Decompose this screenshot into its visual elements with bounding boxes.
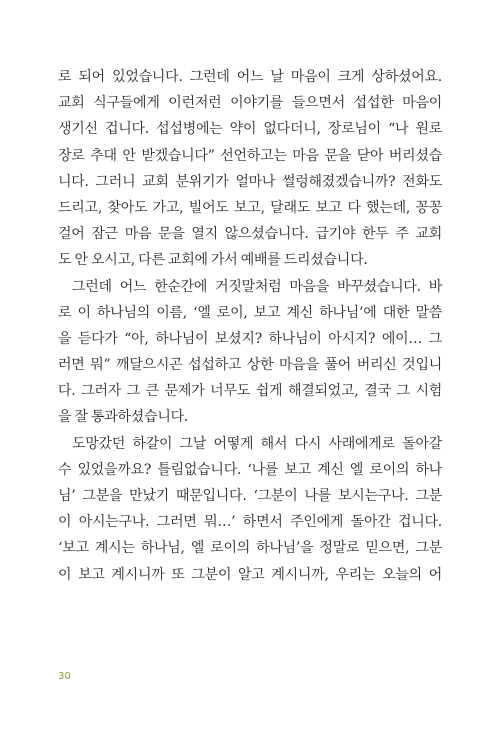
paragraph-3 [58,431,442,588]
paragraph-1 [58,64,442,274]
text-line: 그런데 어느 한순간에 거짓말처럼 마음을 바꾸셨습니다. 바 [72,278,442,295]
text-line: 을 듣다가 “아, 하나님이 보셨지? 하나님이 아시지? 에이… 그 [58,330,442,347]
paragraph-2 [58,274,442,431]
text-line: 도망갔던 하갈이 그날 어떻게 해서 다시 사래에게로 돌아갈 [72,435,442,452]
page-number: 30 [58,671,72,682]
text-line: 걸어 잠근 마음 문을 열지 않으셨습니다. 급기야 한두 주 교회 [58,226,442,243]
text-line: ‘보고 계시는 하나님, 엘 로이의 하나님’을 정말로 믿으면, 그분 [58,540,442,557]
text-line: 교회 식구들에게 이런저런 이야기를 들으면서 섭섭한 마음이 [58,95,442,112]
text-line: 님’ 그분을 만났기 때문입니다. ‘그분이 나를 보시는구나. 그분 [58,488,442,504]
text-line: 러면 뭐” 깨달으시곤 섭섭하고 상한 마음을 풀어 버리신 것입니 [58,357,442,374]
text-line: 로 이 하나님의 이름, ‘엘 로이, 보고 계신 하나님’에 대한 말씀 [58,304,442,321]
text-line: 이 아시는구나. 그러면 뭐…’ 하면서 주인에게 돌아간 겁니다. [58,514,442,531]
text-line: 장로 추대 안 받겠습니다” 선언하고는 마음 문을 닫아 버리셨습 [58,147,442,164]
text-line: 을 잘 통과하셨습니다. [58,409,189,426]
text-line: 드리고, 찾아도 가고, 빌어도 보고, 달래도 보고 다 했는데, 꽁꽁 [58,199,442,216]
text-line: 다. 그러자 그 큰 문제가 너무도 쉽게 해결되었고, 결국 그 시험 [58,383,442,400]
text-line: 생기신 겁니다. 섭섭병에는 약이 없다더니, 장로님이 “나 원로 [58,121,442,138]
text-line: 로 되어 있었습니다. 그런데 어느 날 마음이 크게 상하셨어요. [58,69,442,85]
text-line: 니다. 그러니 교회 분위기가 얼마나 썰렁해졌겠습니까? 전화도 [58,173,442,190]
text-line: 도 안 오시고, 다른 교회에 가서 예배를 드리셨습니다. [58,252,368,269]
text-line: 수 있었을까요? 틀림없습니다. ‘나를 보고 계신 엘 로이의 하나 [58,461,442,478]
text-line: 이 보고 계시니까 또 그분이 알고 계시니까, 우리는 오늘의 어 [58,566,442,583]
body-text [58,64,442,588]
